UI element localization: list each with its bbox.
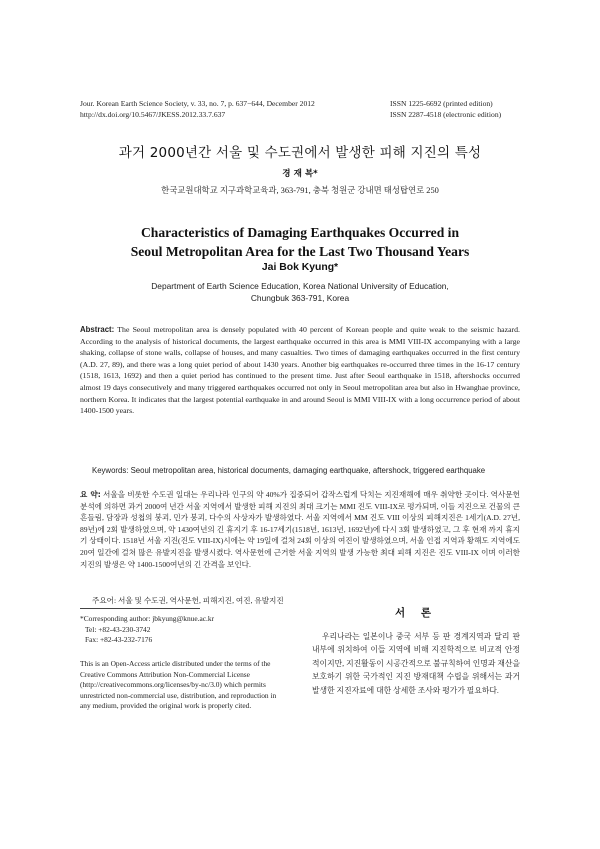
introduction-text (312, 630, 520, 697)
english-affiliation-line-2: Chungbuk 363-791, Korea (250, 293, 350, 303)
doi-link[interactable]: http://dx.doi.org/10.5467/JKESS.2012.33.7.637 (80, 110, 226, 119)
footnote-divider (80, 608, 200, 609)
introduction-heading: 서 론 (395, 607, 437, 619)
english-abstract (80, 324, 520, 417)
english-keywords: Keywords: Seoul metropolitan area, historical documents, damaging earthquake, aftershock, triggered earthquake (92, 466, 486, 475)
english-title (0, 223, 600, 261)
korean-abstract-label: 요 약: (80, 490, 101, 499)
journal-line: Jour. Korean Earth Science Society, v. 33, no. 7, p. 637−644, December 2012 (80, 99, 315, 108)
abstract-label: Abstract: (80, 325, 115, 334)
korean-abstract-text: 서울을 비롯한 수도권 일대는 우리나라 인구의 약 40%가 집중되어 갑작스럽게 닥치는 지진재해에 매우 취약한 곳이다. 역사문헌 분석에 의하면 과거 2000여 년간 서울 지역에서 발생한 피해 지진의 최대 크기는 MMI 진도 VIII-IX로 평가되며, 이들 지진으로 건물의 큰 흔들림, 담장과 성첩의 붕괴, 민가 붕괴, 다수의 사상자가 발생하였다. 서울 지역에서 MM 진도 VIII 이상의 피해지진은 1세기(A.D. 27년, 89년)에 2회 발생하였으며, 약 1430여년의 긴 휴지기 후 16-17세기(1518년, 1613년, 1692년)에 다시 3회 발생하였고, 그 후 현재 까지 휴지기 상태이다. 1518년 서울 지진(진도 VIII-IX)시에는 약 19일에 걸쳐 24회 이상의 여진이 발생하였으며, 서울 인접 지역과 황해도 지역에도 20여 일간에 걸쳐 많은 유발지진을 발생시켰다. 역사문헌에 근거한 서울 지역의 발생 가능한 최대 피해 지진은 진도 VIII-IX 이며 이러한 지진의 발생은 약 1400-1500여년의 긴 간격을 보인다. (80, 490, 520, 569)
corresponding-author-footnote (80, 614, 280, 646)
abstract-text: The Seoul metropolitan area is densely populated with 40 percent of Korean people and quite weak to the seismic hazard. According to the analysis of historical documents, the largest earthquake occurred in this area is MMI VIII-IX accompanying with a large shaking, collapse of stone walls, collapse of houses, and many casualties. Two times of damaging earthquakes occurred in the first century (A.D. 27, 89), and there was a long quiet period of about 1430 years. Another big earthquakes re-occurred three times in the 16-17 century (1518, 1613, 1692) and then a quiet period has continued to the present time. Just after Seoul earthquake in 1518, aftershocks occurred almost 19 days consecutively and many triggered earthquakes occurred not only in Seoul metropolitan area but also in Hwanghae province, northern Korea. It indicates that the largest potential earthquake in and around Seoul is MMI VIII-IX with a long occurrence period of about 1400-1500 years. (80, 325, 520, 416)
english-affiliation (0, 280, 600, 304)
english-title-line-2: Seoul Metropolitan Area for the Last Two Thousand Years (130, 244, 470, 259)
corresponding-email: *Corresponding author: jbkyung@knue.ac.kr (80, 614, 215, 623)
english-title-line-1: Characteristics of Damaging Earthquakes Occurred in (140, 225, 460, 240)
korean-affiliation: 한국교원대학교 지구과학교육과, 363-791, 충북 청원군 강내면 태성탑연로 250 (161, 186, 439, 195)
korean-abstract (80, 489, 520, 570)
english-affiliation-line-1: Department of Earth Science Education, Korea National University of Education, (151, 281, 449, 291)
journal-citation (80, 98, 315, 120)
issn-electronic: ISSN 2287-4518 (electronic edition) (390, 110, 502, 119)
korean-author: 경 재 복* (282, 169, 318, 179)
issn-print: ISSN 1225-6692 (printed edition) (390, 99, 493, 108)
introduction-paragraph: 우리나라는 일본이나 중국 서부 등 판 경계지역과 달리 판 내부에 위치하여 이들 지역에 비해 지진학적으로 비교적 안정적이지만, 지진활동이 시공간적으로 불규칙하여 인명과 재산을 보호하기 위한 국가적인 지진 방재대책 수립을 위해서는 과거 발생한 지진자료에 대한 상세한 조사와 평가가 필요하다. (312, 632, 520, 695)
license-notice: This is an Open-Access article distributed under the terms of the Creative Commons Attribution Non-Commercial License (http://creativecommons.org/licenses/by-nc/3.0) which permits unrestricted non-commercial use, distribution, and reproduction in any medium, provided the original work is properly cited. (80, 659, 277, 711)
corresponding-fax: Fax: +82-43-232-7176 (85, 635, 153, 644)
corresponding-tel: Tel: +82-43-230-3742 (85, 624, 151, 634)
issn-block (390, 98, 501, 120)
korean-title: 과거 2000년간 서울 및 수도권에서 발생한 피해 지진의 특성 (118, 145, 482, 161)
korean-keywords: 주요어: 서울 및 수도권, 역사문헌, 피해지진, 여진, 유발지진 (92, 596, 284, 605)
english-author: Jai Bok Kyung* (261, 262, 339, 273)
